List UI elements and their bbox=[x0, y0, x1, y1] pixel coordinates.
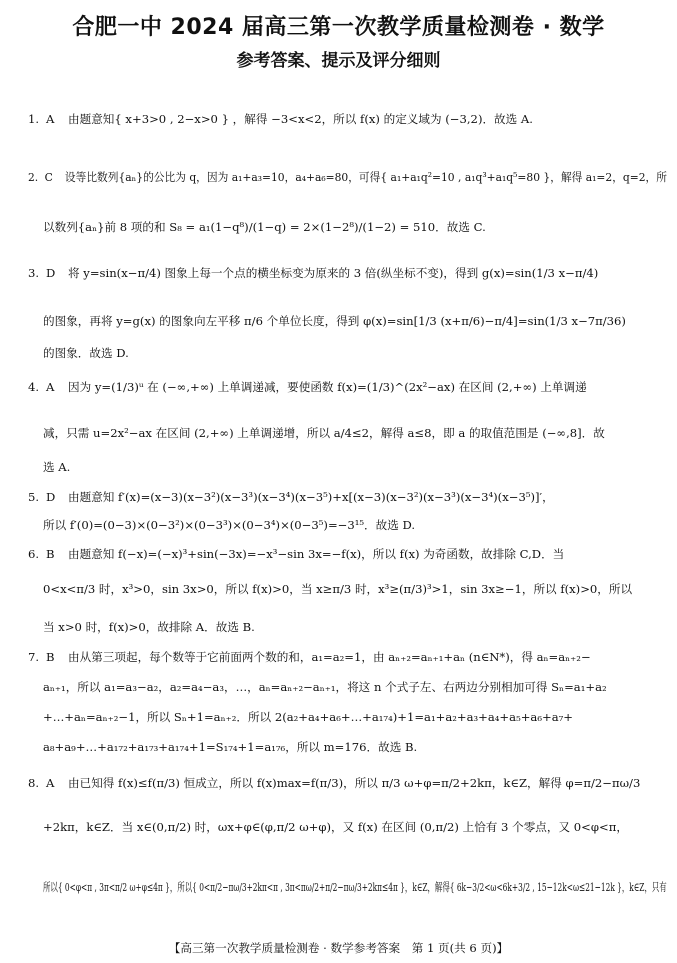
question-7-line-3: +…+aₙ=aₙ₊₂−1，所以 Sₙ+1=aₙ₊₂．所以 2(a₂+a₄+a₆+…+a₁₇₄)+1=a₁+a₂+a₃+a₄+a₅+a₆+a₇+ bbox=[43, 710, 573, 724]
page-title: 合肥一中 2024 届高三第一次教学质量检测卷 · 数学 bbox=[72, 15, 605, 40]
question-answer: D bbox=[46, 490, 56, 504]
question-answer: D bbox=[46, 266, 56, 280]
question-answer: B bbox=[46, 650, 55, 664]
question-text: 由题意知 f′(x)=(x−3)(x−3²)(x−3³)(x−3⁴)(x−3⁵)+x[(x−3)(x−3²)(x−3³)(x−3⁴)(x−3⁵)]′， bbox=[68, 490, 554, 504]
question-text: 由从第三项起，每个数等于它前面两个数的和，a₁=a₂=1，由 aₙ₊₂=aₙ₊₁+aₙ (n∈N*)，得 aₙ=aₙ₊₂− bbox=[68, 650, 591, 664]
question-1-line-1 bbox=[28, 112, 533, 126]
question-3-line-3: 的图象．故选 D. bbox=[43, 346, 129, 360]
question-8-line-2: +2kπ，k∈Z．当 x∈(0,π/2) 时，ωx+φ∈(φ,π/2 ω+φ)，又 f(x) 在区间 (0,π/2) 上恰有 3 个零点，又 0<φ<π， bbox=[43, 820, 628, 834]
question-5-line-2: 所以 f′(0)=(0−3)×(0−3²)×(0−3³)×(0−3⁴)×(0−3⁵)=−3¹⁵．故选 D. bbox=[43, 518, 416, 532]
question-answer: A bbox=[46, 112, 55, 126]
question-number: 4. bbox=[28, 380, 40, 394]
question-5-line-1 bbox=[28, 490, 554, 504]
question-answer: A bbox=[46, 380, 55, 394]
question-number: 5. bbox=[28, 490, 40, 504]
question-number: 7. bbox=[28, 650, 40, 664]
question-6-line-1 bbox=[28, 547, 564, 561]
question-number: 8. bbox=[28, 776, 40, 790]
question-8-line-3: 所以{ 0<φ<π , 3π<π/2 ω+φ≤4π }，所以{ 0<π/2−πω/3+2kπ<π , 3π<πω/2+π/2−πω/3+2kπ≤4π }，k∈Z，解得{ 6k−3/2<ω<6k+3/2 , 15−12k<ω≤21−12k }，k∈Z，只有 bbox=[43, 880, 667, 894]
question-4-line-1 bbox=[28, 380, 587, 394]
question-3-line-1 bbox=[28, 266, 598, 280]
question-3-line-2: 的图象，再将 y=g(x) 的图象向左平移 π/6 个单位长度，得到 φ(x)=sin[1/3 (x+π/6)−π/4]=sin(1/3 x−7π/36) bbox=[43, 314, 626, 328]
question-8-line-1 bbox=[28, 776, 640, 790]
question-4-line-2: 减，只需 u=2x²−ax 在区间 (2,+∞) 上单调递增，所以 a/4≤2，解得 a≤8，即 a 的取值范围是 (−∞,8]．故 bbox=[43, 426, 605, 440]
question-7-line-2: aₙ₊₁，所以 a₁=a₃−a₂，a₂=a₄−a₃，…，aₙ=aₙ₊₂−aₙ₊₁，将这 n 个式子左、右两边分别相加可得 Sₙ=a₁+a₂ bbox=[43, 680, 607, 694]
question-6-line-3: 当 x>0 时，f(x)>0，故排除 A．故选 B. bbox=[43, 620, 255, 634]
question-text: 由已知得 f(x)≤f(π/3) 恒成立，所以 f(x)max=f(π/3)，所以 π/3 ω+φ=π/2+2kπ，k∈Z，解得 φ=π/2−πω/3 bbox=[68, 776, 641, 790]
question-4-line-3: 选 A. bbox=[43, 460, 71, 474]
question-number: 2. bbox=[28, 170, 39, 184]
question-text: 由题意知 f(−x)=(−x)³+sin(−3x)=−x³−sin 3x=−f(x)，所以 f(x) 为奇函数，故排除 C,D．当 bbox=[68, 547, 565, 561]
question-number: 1. bbox=[28, 112, 40, 126]
question-text: 由题意知{ x+3>0 , 2−x>0 } ，解得 −3<x<2，所以 f(x) 的定义域为 (−3,2)．故选 A. bbox=[68, 112, 533, 126]
question-answer: B bbox=[46, 547, 55, 561]
question-answer: C bbox=[44, 170, 53, 184]
question-number: 3. bbox=[28, 266, 40, 280]
question-7-line-1 bbox=[28, 650, 591, 664]
question-text: 将 y=sin(x−π/4) 图象上每一个点的横坐标变为原来的 3 倍(纵坐标不变)，得到 g(x)=sin(1/3 x−π/4) bbox=[68, 266, 599, 280]
question-6-line-2: 0<x<π/3 时，x³>0，sin 3x>0，所以 f(x)>0，当 x≥π/3 时，x³≥(π/3)³>1，sin 3x≥−1，所以 f(x)>0，所以 bbox=[43, 582, 633, 596]
question-text: 设等比数列{aₙ}的公比为 q，因为 a₁+a₃=10，a₄+a₆=80，可得{ a₁+a₁q²=10 , a₁q³+a₁q⁵=80 }，解得 a₁=2，q=2，所 bbox=[64, 170, 667, 184]
question-answer: A bbox=[46, 776, 55, 790]
question-7-line-4: a₈+a₉+…+a₁₇₂+a₁₇₃+a₁₇₄+1=S₁₇₄+1=a₁₇₆，所以 m=176．故选 B. bbox=[43, 740, 418, 754]
question-number: 6. bbox=[28, 547, 40, 561]
question-2-line-1 bbox=[28, 170, 667, 184]
question-2-line-2: 以数列{aₙ}前 8 项的和 S₈ = a₁(1−q⁸)/(1−q) = 2×(1−2⁸)/(1−2) = 510．故选 C. bbox=[43, 220, 486, 234]
page-subtitle: 参考答案、提示及评分细则 bbox=[236, 51, 441, 71]
page-footer: 【高三第一次教学质量检测卷 · 数学参考答案 第 1 页(共 6 页)】 bbox=[168, 941, 509, 955]
question-text: 因为 y=(1/3)ᵘ 在 (−∞,+∞) 上单调递减，要使函数 f(x)=(1/3)^(2x²−ax) 在区间 (2,+∞) 上单调递 bbox=[68, 380, 587, 394]
